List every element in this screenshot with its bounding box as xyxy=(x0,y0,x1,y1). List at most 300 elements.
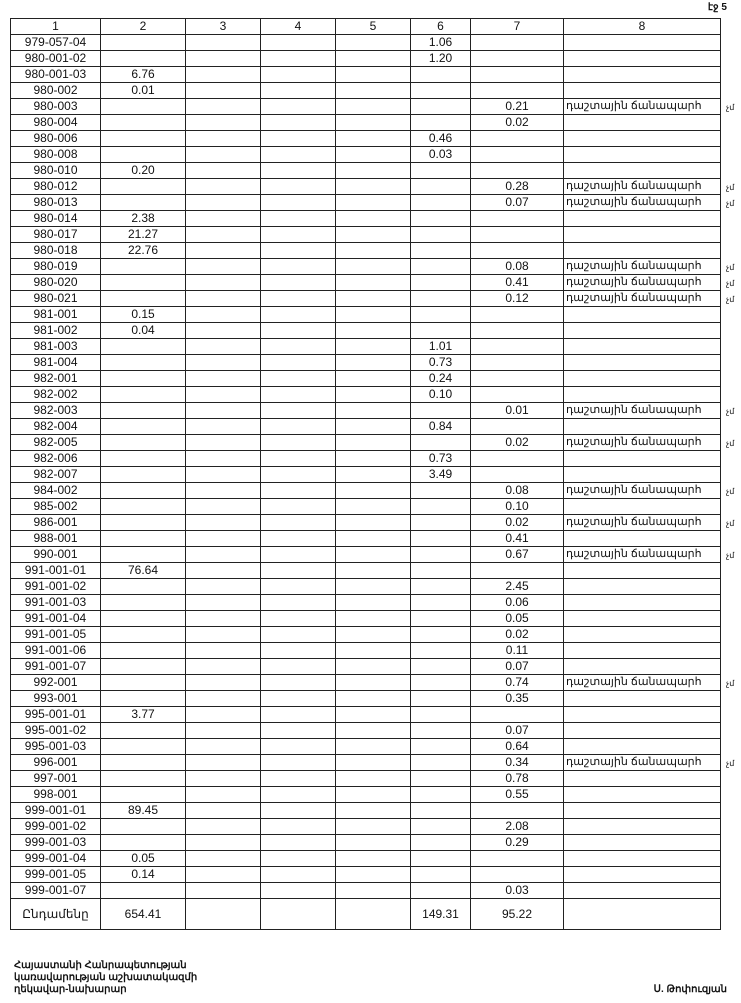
land-use xyxy=(564,547,735,563)
cell-text: 0.10 xyxy=(428,387,453,401)
land-use xyxy=(564,259,735,275)
empty-cell xyxy=(336,387,411,403)
col7-value xyxy=(471,707,564,723)
empty-cell xyxy=(336,323,411,339)
parcel-code xyxy=(11,243,101,259)
col7-value xyxy=(471,83,564,99)
empty-cell xyxy=(336,627,411,643)
col7-value xyxy=(471,803,564,819)
col7-value xyxy=(471,547,564,563)
empty-cell xyxy=(261,627,336,643)
parcel-code xyxy=(11,675,101,691)
empty-cell xyxy=(261,211,336,227)
col7-value xyxy=(471,291,564,307)
cell-text: 980-013 xyxy=(33,195,78,209)
empty-cell xyxy=(186,771,261,787)
land-use xyxy=(564,451,721,467)
cell-text: 0.04 xyxy=(131,323,155,337)
parcel-code xyxy=(11,627,101,643)
table-row xyxy=(11,323,721,339)
col6-value xyxy=(411,131,471,147)
parcel-code xyxy=(11,99,101,115)
cell-text: 988-001 xyxy=(33,531,78,545)
cell-text: 76.64 xyxy=(127,563,159,577)
parcel-code xyxy=(11,51,101,67)
col7-value xyxy=(471,579,564,595)
parcel-code xyxy=(11,451,101,467)
empty-cell xyxy=(186,627,261,643)
empty-cell xyxy=(261,275,336,291)
empty-cell xyxy=(336,195,411,211)
col2-value xyxy=(101,227,186,243)
cell-text: 999-001-07 xyxy=(24,883,87,897)
cell-text: 982-002 xyxy=(33,387,78,401)
empty-cell xyxy=(261,563,336,579)
column-header: 1 xyxy=(11,19,101,35)
cell-text: 0.73 xyxy=(428,451,453,465)
empty-cell xyxy=(261,883,336,899)
empty-cell xyxy=(261,387,336,403)
parcel-code xyxy=(11,307,101,323)
empty-cell xyxy=(336,131,411,147)
empty-cell xyxy=(336,99,411,115)
parcel-code xyxy=(11,563,101,579)
col2-value xyxy=(101,83,186,99)
total-col7: 95.22 xyxy=(471,899,564,930)
empty-cell xyxy=(261,403,336,419)
empty-cell xyxy=(336,483,411,499)
parcel-code xyxy=(11,643,101,659)
empty-cell xyxy=(186,323,261,339)
parcel-code xyxy=(11,179,101,195)
cell-text: 0.24 xyxy=(428,371,453,385)
cell-text: 0.28 xyxy=(505,179,529,193)
empty-cell xyxy=(186,35,261,51)
table-row xyxy=(11,307,721,323)
cell-text: 999-001-05 xyxy=(24,867,87,881)
table-row xyxy=(11,195,721,211)
empty-cell xyxy=(261,531,336,547)
table-row xyxy=(11,595,721,611)
empty-cell xyxy=(186,115,261,131)
table-row xyxy=(11,227,721,243)
col7-value xyxy=(471,499,564,515)
empty-cell xyxy=(261,899,336,930)
parcel-code xyxy=(11,883,101,899)
col2-value xyxy=(101,643,186,659)
table-row xyxy=(11,291,721,307)
col2-value xyxy=(101,35,186,51)
col2-value xyxy=(101,787,186,803)
cell-text: 995-001-02 xyxy=(24,723,87,737)
land-use xyxy=(564,563,721,579)
cell-text: դաշտային ճանապարհ xyxy=(566,404,702,416)
empty-cell xyxy=(336,35,411,51)
col6-value xyxy=(411,515,471,531)
cell-text: 991-001-03 xyxy=(24,595,87,609)
parcel-code xyxy=(11,83,101,99)
land-use xyxy=(564,723,721,739)
empty-cell xyxy=(261,179,336,195)
column-header: 7 xyxy=(471,19,564,35)
empty-cell xyxy=(261,739,336,755)
land-use xyxy=(564,243,721,259)
empty-cell xyxy=(336,675,411,691)
cell-text: 6.76 xyxy=(131,67,155,81)
col7-value xyxy=(471,531,564,547)
parcel-code xyxy=(11,787,101,803)
col2-value xyxy=(101,435,186,451)
empty-cell xyxy=(336,355,411,371)
empty-cell xyxy=(186,99,261,115)
table-row xyxy=(11,51,721,67)
cell-text: 979-057-04 xyxy=(24,35,87,49)
empty-cell xyxy=(186,835,261,851)
table-row xyxy=(11,403,721,419)
empty-cell xyxy=(186,371,261,387)
land-use xyxy=(564,819,721,835)
empty-cell xyxy=(186,467,261,483)
land-use xyxy=(564,211,721,227)
col2-value xyxy=(101,531,186,547)
land-use xyxy=(564,483,735,499)
land-use xyxy=(564,675,735,691)
table-row xyxy=(11,867,721,883)
col6-value xyxy=(411,755,471,771)
cell-text: 0.08 xyxy=(505,259,529,273)
empty-cell xyxy=(336,531,411,547)
table-row xyxy=(11,115,721,131)
empty-cell xyxy=(261,467,336,483)
empty-cell xyxy=(186,339,261,355)
empty-cell xyxy=(336,67,411,83)
parcel-code xyxy=(11,323,101,339)
col7-value xyxy=(471,483,564,499)
table-row xyxy=(11,211,721,227)
cell-text: 992-001 xyxy=(33,675,78,689)
land-use xyxy=(564,403,735,419)
col7-value xyxy=(471,403,564,419)
empty-cell xyxy=(186,499,261,515)
col7-value xyxy=(471,387,564,403)
col2-value xyxy=(101,675,186,691)
cell-text: 981-002 xyxy=(33,323,78,337)
cell-text: 982-004 xyxy=(33,419,78,433)
cell-text: 0.07 xyxy=(505,195,529,209)
col6-value xyxy=(411,115,471,131)
land-use xyxy=(564,883,721,899)
parcel-code xyxy=(11,67,101,83)
cell-text: դաշտային ճանապարհ xyxy=(566,100,702,112)
cell-text: 980-010 xyxy=(33,163,78,177)
table-row xyxy=(11,691,721,707)
cell-text: 1.20 xyxy=(428,51,453,65)
col6-value xyxy=(411,339,471,355)
empty-cell xyxy=(336,835,411,851)
empty-cell xyxy=(261,707,336,723)
empty-cell xyxy=(186,867,261,883)
land-use xyxy=(564,867,721,883)
land-parcel-table xyxy=(10,18,735,930)
col2-value xyxy=(101,195,186,211)
margin-note: չմ xyxy=(726,183,735,192)
empty-cell xyxy=(186,899,261,930)
empty-cell xyxy=(186,227,261,243)
empty-cell xyxy=(336,659,411,675)
cell-text: 981-001 xyxy=(33,307,78,321)
col7-value xyxy=(471,611,564,627)
land-use xyxy=(564,339,721,355)
col2-value xyxy=(101,595,186,611)
land-use xyxy=(564,755,735,771)
empty-cell xyxy=(336,451,411,467)
col2-value xyxy=(101,515,186,531)
table-row xyxy=(11,675,721,691)
col6-value xyxy=(411,835,471,851)
parcel-code xyxy=(11,211,101,227)
empty-cell xyxy=(186,691,261,707)
land-use xyxy=(564,227,721,243)
parcel-code xyxy=(11,867,101,883)
cell-text: 980-014 xyxy=(33,211,78,225)
col2-value xyxy=(101,371,186,387)
col7-value xyxy=(471,643,564,659)
parcel-code xyxy=(11,259,101,275)
cell-text: 3.77 xyxy=(131,707,155,721)
table-row xyxy=(11,755,721,771)
empty-cell xyxy=(336,691,411,707)
col6-value xyxy=(411,179,471,195)
empty-cell xyxy=(186,643,261,659)
empty-cell xyxy=(261,691,336,707)
cell-text: դաշտային ճանապարհ xyxy=(566,484,702,496)
empty-cell xyxy=(186,147,261,163)
col6-value xyxy=(411,611,471,627)
empty-cell xyxy=(186,419,261,435)
margin-note: չմ xyxy=(726,551,735,560)
cell-text: 996-001 xyxy=(33,755,78,769)
col2-value xyxy=(101,403,186,419)
land-use xyxy=(564,739,721,755)
col2-value xyxy=(101,355,186,371)
empty-cell xyxy=(186,195,261,211)
cell-text: 981-003 xyxy=(33,339,78,353)
col2-value xyxy=(101,67,186,83)
empty-cell xyxy=(261,867,336,883)
col7-value xyxy=(471,771,564,787)
col2-value xyxy=(101,163,186,179)
cell-text: 980-001-03 xyxy=(24,67,87,81)
empty-cell xyxy=(261,115,336,131)
cell-text: 999-001-03 xyxy=(24,835,87,849)
cell-text: 980-018 xyxy=(33,243,78,257)
land-use xyxy=(564,371,721,387)
empty-cell xyxy=(186,163,261,179)
parcel-code xyxy=(11,595,101,611)
land-use xyxy=(564,131,721,147)
margin-note: չմ xyxy=(726,103,735,112)
cell-text: դաշտային ճանապարհ xyxy=(566,516,702,528)
cell-text: 980-021 xyxy=(33,291,78,305)
empty-cell xyxy=(261,755,336,771)
cell-text: 89.45 xyxy=(127,803,159,817)
column-header: 8 xyxy=(564,19,721,35)
col6-value xyxy=(411,227,471,243)
col2-value xyxy=(101,115,186,131)
margin-note: չմ xyxy=(726,487,735,496)
col6-value xyxy=(411,867,471,883)
empty-cell xyxy=(336,883,411,899)
empty-cell xyxy=(336,227,411,243)
col6-value xyxy=(411,387,471,403)
empty-cell xyxy=(336,83,411,99)
cell-text: 991-001-05 xyxy=(24,627,87,641)
col7-value xyxy=(471,595,564,611)
table-row xyxy=(11,851,721,867)
empty-cell xyxy=(336,515,411,531)
empty-cell xyxy=(261,291,336,307)
cell-text: 0.05 xyxy=(131,851,155,865)
col2-value xyxy=(101,275,186,291)
col2-value xyxy=(101,851,186,867)
empty-cell xyxy=(336,371,411,387)
col7-value xyxy=(471,563,564,579)
col6-value xyxy=(411,51,471,67)
cell-text: 982-005 xyxy=(33,435,78,449)
col2-value xyxy=(101,387,186,403)
table-row xyxy=(11,483,721,499)
parcel-code xyxy=(11,755,101,771)
land-use xyxy=(564,499,721,515)
empty-cell xyxy=(186,611,261,627)
col7-value xyxy=(471,883,564,899)
cell-text: 0.15 xyxy=(131,307,155,321)
empty-cell xyxy=(186,563,261,579)
parcel-code xyxy=(11,435,101,451)
empty-cell xyxy=(261,259,336,275)
empty-cell xyxy=(336,147,411,163)
cell-text: 0.84 xyxy=(428,419,453,433)
empty-cell xyxy=(186,755,261,771)
col7-value xyxy=(471,787,564,803)
empty-cell xyxy=(261,723,336,739)
cell-text: 0.14 xyxy=(131,867,155,881)
col6-value xyxy=(411,323,471,339)
land-use xyxy=(564,51,721,67)
col2-value xyxy=(101,323,186,339)
cell-text: 0.78 xyxy=(505,771,529,785)
cell-text: 982-006 xyxy=(33,451,78,465)
table-row xyxy=(11,275,721,291)
empty-cell xyxy=(186,131,261,147)
empty-cell xyxy=(336,115,411,131)
col6-value xyxy=(411,707,471,723)
col6-value xyxy=(411,595,471,611)
col6-value xyxy=(411,163,471,179)
parcel-code xyxy=(11,707,101,723)
col6-value xyxy=(411,275,471,291)
col2-value xyxy=(101,771,186,787)
title-line: Հայաստանի Հանրապետության xyxy=(14,960,187,971)
title-line: կառավարության աշխատակազմի xyxy=(14,972,198,983)
table-row xyxy=(11,67,721,83)
col7-value xyxy=(471,115,564,131)
cell-text: 0.64 xyxy=(505,739,529,753)
cell-text: 0.01 xyxy=(505,403,529,417)
col2-value xyxy=(101,755,186,771)
col7-value xyxy=(471,867,564,883)
cell-text: 0.12 xyxy=(505,291,529,305)
cell-text: 0.35 xyxy=(505,691,529,705)
cell-text: դաշտային ճանապարհ xyxy=(566,676,702,688)
table-row xyxy=(11,835,721,851)
cell-text: դաշտային ճանապարհ xyxy=(566,180,702,192)
cell-text: 0.41 xyxy=(505,531,529,545)
empty-cell xyxy=(186,707,261,723)
col6-value xyxy=(411,723,471,739)
empty-cell xyxy=(186,435,261,451)
column-header: 3 xyxy=(186,19,261,35)
land-use xyxy=(564,835,721,851)
col7-value xyxy=(471,755,564,771)
empty-cell xyxy=(336,611,411,627)
col2-value xyxy=(101,483,186,499)
table-row xyxy=(11,259,721,275)
col2-value xyxy=(101,243,186,259)
page-number: էջ 5 xyxy=(707,2,727,13)
empty-cell xyxy=(186,675,261,691)
land-use xyxy=(564,67,721,83)
land-use xyxy=(564,851,721,867)
col2-value xyxy=(101,611,186,627)
col6-value xyxy=(411,35,471,51)
col7-value xyxy=(471,691,564,707)
land-use xyxy=(564,275,735,291)
col7-value xyxy=(471,67,564,83)
cell-text: 0.05 xyxy=(505,611,529,625)
col7-value xyxy=(471,467,564,483)
table-row xyxy=(11,515,721,531)
empty-cell xyxy=(186,819,261,835)
cell-text: 991-001-06 xyxy=(24,643,87,657)
col7-value xyxy=(471,307,564,323)
margin-note: չմ xyxy=(726,199,735,208)
parcel-code xyxy=(11,531,101,547)
parcel-code xyxy=(11,355,101,371)
cell-text: 985-002 xyxy=(33,499,78,513)
land-use xyxy=(564,115,721,131)
empty-cell xyxy=(261,771,336,787)
col2-value xyxy=(101,867,186,883)
cell-text: 2.38 xyxy=(131,211,155,225)
col7-value xyxy=(471,723,564,739)
empty-cell xyxy=(186,483,261,499)
margin-note: չմ xyxy=(726,759,735,768)
table-row xyxy=(11,883,721,899)
empty-cell xyxy=(261,131,336,147)
empty-cell xyxy=(186,531,261,547)
signatory-title xyxy=(14,960,197,996)
empty-cell xyxy=(186,307,261,323)
cell-text: 0.41 xyxy=(505,275,529,289)
empty-cell xyxy=(261,515,336,531)
empty-cell xyxy=(261,355,336,371)
col6-value xyxy=(411,99,471,115)
col7-value xyxy=(471,243,564,259)
parcel-code xyxy=(11,659,101,675)
land-use xyxy=(564,435,735,451)
land-use xyxy=(564,35,721,51)
